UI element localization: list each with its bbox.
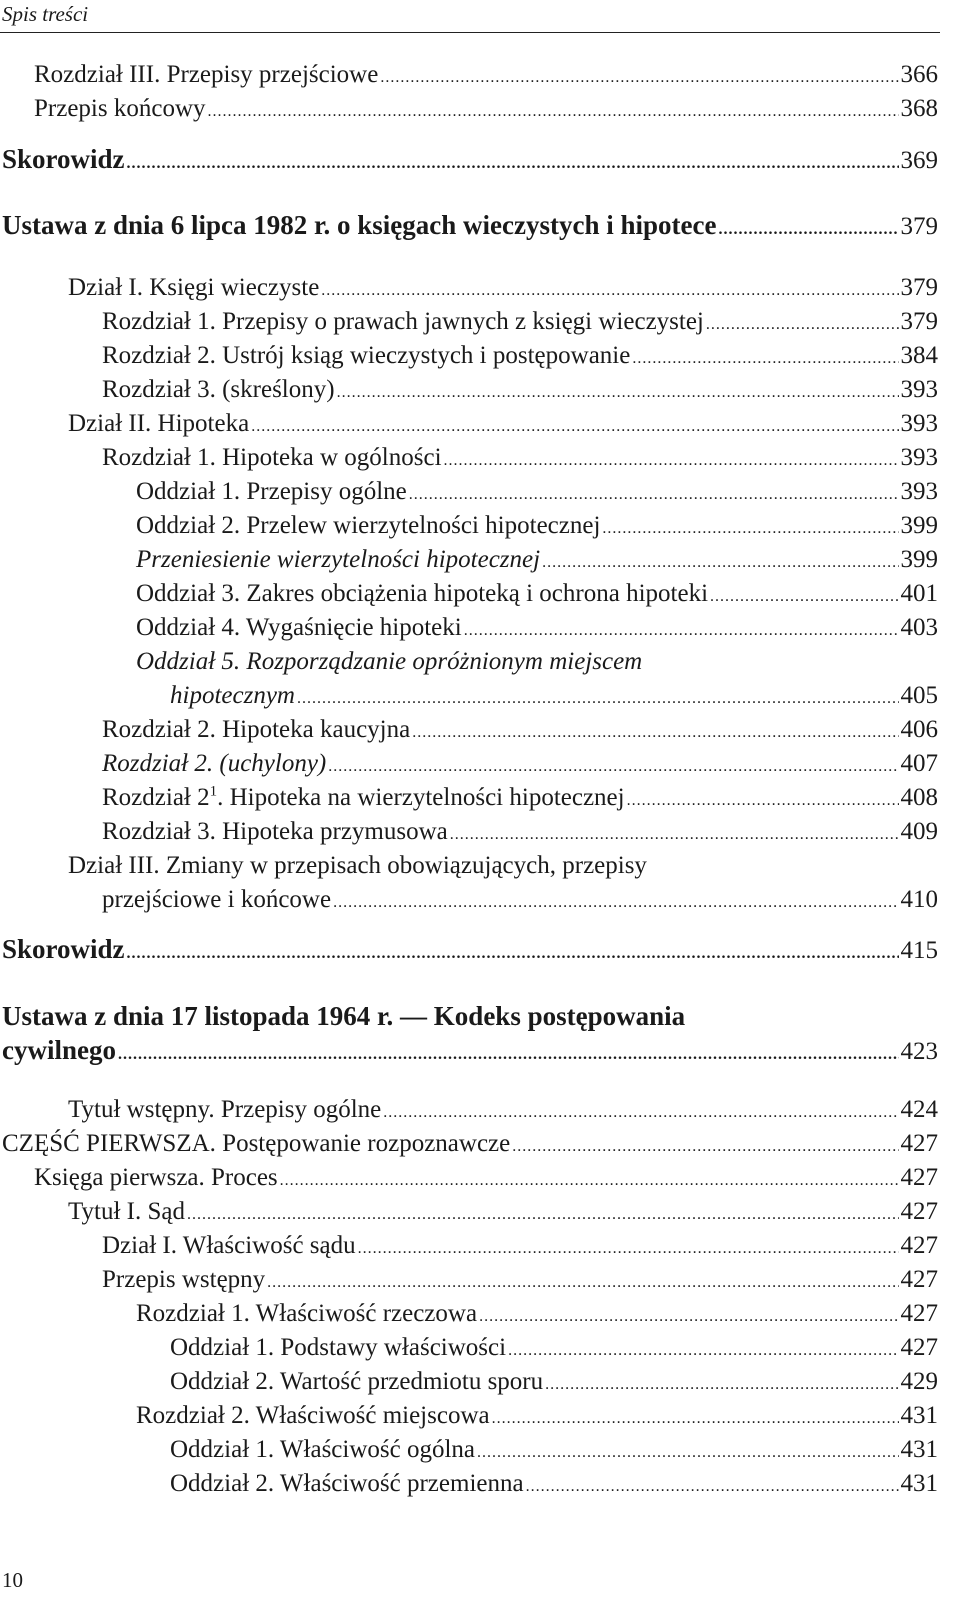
toc-entry[interactable]: Rozdział 3. Hipoteka przymusowa ..... 409 — [102, 815, 938, 849]
toc-entry[interactable]: Rozdział 1. Właściwość rzeczowa ..... 427 — [136, 1297, 938, 1331]
toc-entry[interactable]: Rozdział 3. (skreślony) ..... 393 — [102, 373, 938, 407]
toc-entry[interactable]: Dział I. Właściwość sądu ..... 427 — [102, 1229, 938, 1263]
toc-entry[interactable]: Oddział 1. Podstawy właściwości ..... 427 — [170, 1331, 938, 1365]
toc-entry[interactable]: Rozdział 1. Przepisy o prawach jawnych z księgi wieczystej ..... 379 — [102, 305, 938, 339]
page-number: 10 — [2, 1568, 23, 1592]
toc-entry[interactable]: Oddział 1. Właściwość ogólna ..... 431 — [170, 1433, 938, 1467]
toc-entry[interactable]: Oddział 3. Zakres obciążenia hipoteką i ochrona hipoteki ..... 401 — [136, 577, 938, 611]
toc-entry[interactable]: Przepis końcowy ..... 368 — [34, 92, 938, 126]
toc-entry[interactable]: Oddział 2. Przelew wierzytelności hipotecznej ..... 399 — [136, 509, 938, 543]
toc-entry[interactable]: Dział III. Zmiany w przepisach obowiązujących, przepisy przejściowe i końcowe ..... 410 — [68, 849, 938, 917]
toc-entry[interactable]: Rozdział $2^1$. Hipoteka na wierzytelności hipotecznej ..... 408 — [102, 781, 938, 815]
toc-entry[interactable]: Tytuł I. Sąd ..... 427 — [68, 1195, 938, 1229]
toc-entry[interactable]: Dział II. Hipoteka ..... 393 — [68, 407, 938, 441]
running-header — [0, 0, 940, 33]
toc-entry[interactable]: Oddział 5. Rozporządzanie opróżnionym miejscem hipotecznym ..... 405 — [136, 645, 938, 713]
toc-entry[interactable]: Przepis wstępny ..... 427 — [102, 1263, 938, 1297]
toc-entry[interactable]: Skorowidz ..... 415 — [2, 932, 938, 966]
toc-entry[interactable]: CZĘŚĆ PIERWSZA. Postępowanie rozpoznawcze ..... 427 — [2, 1127, 938, 1161]
toc-entry[interactable]: Tytuł wstępny. Przepisy ogólne ..... 424 — [68, 1093, 938, 1127]
toc-entry[interactable]: Przeniesienie wierzytelności hipotecznej ..... 399 — [136, 543, 938, 577]
toc-entry[interactable]: Rozdział 2. Właściwość miejscowa ..... 431 — [136, 1399, 938, 1433]
toc-entry[interactable]: Rozdział 2. Ustrój ksiąg wieczystych i postępowanie ..... 384 — [102, 339, 938, 373]
toc-entry[interactable]: Oddział 4. Wygaśnięcie hipoteki ..... 403 — [136, 611, 938, 645]
toc-entry[interactable]: Oddział 1. Przepisy ogólne ..... 393 — [136, 475, 938, 509]
toc-entry[interactable]: Rozdział 2. (uchylony) ..... 407 — [102, 747, 938, 781]
toc-entry[interactable]: Oddział 2. Wartość przedmiotu sporu ..... 429 — [170, 1365, 938, 1399]
header-title: Spis treści — [2, 2, 89, 26]
toc-entry[interactable]: Rozdział 2. Hipoteka kaucyjna ..... 406 — [102, 713, 938, 747]
toc-entry[interactable]: Oddział 2. Właściwość przemienna ..... 431 — [170, 1467, 938, 1501]
toc-entry[interactable]: Skorowidz ..... 369 — [2, 142, 938, 176]
toc-entry[interactable]: Księga pierwsza. Proces ..... 427 — [34, 1161, 938, 1195]
toc-entry[interactable]: Ustawa z dnia 6 lipca 1982 r. o księgach wieczystych i hipotece ..... 379 — [2, 208, 938, 242]
toc-entry[interactable]: Rozdział III. Przepisy przejściowe ..... 366 — [34, 58, 938, 92]
toc-entry[interactable]: Dział I. Księgi wieczyste ..... 379 — [68, 271, 938, 305]
toc-entry[interactable]: Rozdział 1. Hipoteka w ogólności ..... 393 — [102, 441, 938, 475]
toc-entry[interactable]: Ustawa z dnia 17 listopada 1964 r. — Kodeks postępowania cywilnego ..... 423 — [2, 999, 938, 1067]
